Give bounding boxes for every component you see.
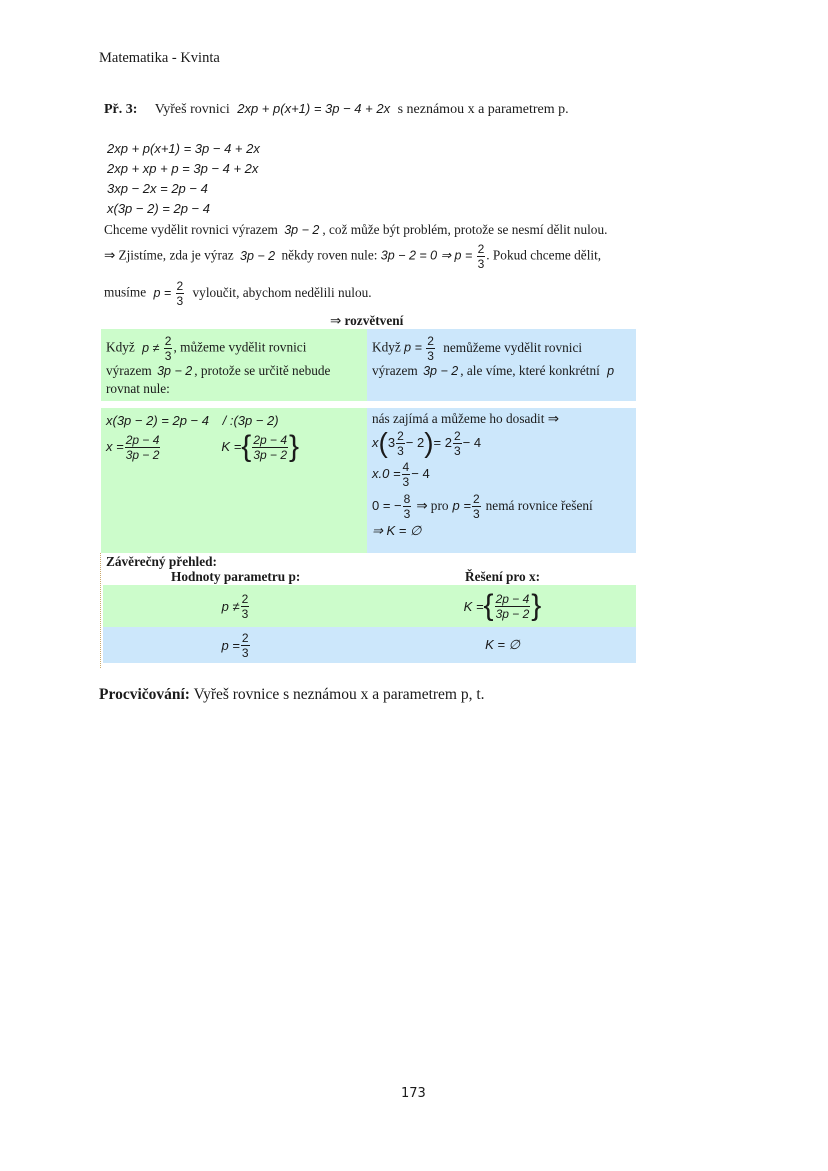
left-brace: {: [241, 430, 252, 463]
right-brace: }: [531, 589, 542, 622]
left-paren: (: [378, 427, 388, 458]
problem-label: Př. 3:: [104, 102, 138, 117]
explanation-line-3: musíme p = $\frac{2}{3}$ vyloučit, abychom nedělili nulou.: [104, 279, 372, 308]
summary-solution-cell: K = ∅: [485, 637, 520, 652]
summary-title: Závěrečný přehled:: [106, 554, 217, 569]
fraction: $\frac{2}{3}$: [164, 334, 172, 363]
fraction: $\frac{2p - 4}{3p - 2}$: [253, 432, 288, 462]
explanation-line-1: Chceme vydělit rovnici výrazem 3p − 2 , což může být problém, protože se nesmí dělit nulou.: [104, 222, 608, 237]
branching-title: ⇒ rozvětvení: [330, 313, 404, 328]
fraction: $\frac{2}{3}$: [241, 591, 249, 621]
margin-marker: [100, 553, 101, 668]
fraction: $\frac{2}{3}$: [176, 279, 184, 308]
practice-text: Vyřeš rovnice s neznámou x a parametrem p, t.: [193, 686, 485, 703]
practice-heading: [99, 686, 485, 704]
right-paren: ): [424, 427, 434, 458]
fraction: $\frac{8}{3}$: [403, 491, 411, 521]
summary-row-2: [103, 627, 636, 663]
fraction: $\frac{2}{3}$: [241, 630, 249, 660]
summary-col1-header: Hodnoty parametru p:: [171, 569, 301, 584]
derivation-line-1: 2xp + p(x+1) = 3p − 4 + 2x: [107, 141, 260, 156]
branch-left-work: x(3p − 2) = 2p − 4 / :(3p − 2) x = $\frac{2p - 4}{3p - 2}$ K = { $\frac{2p - 4}{3p - 2}$ }: [101, 408, 367, 553]
problem-text-before: Vyřeš rovnici: [154, 102, 230, 117]
summary-param-cell: p ≠ $\frac{2}{3}$: [221, 591, 249, 621]
branch-right-intro: Když p = $\frac{2}{3}$ nemůžeme vydělit rovnici výrazem 3p − 2 , ale víme, které konkrétní p: [367, 329, 636, 401]
fraction: $\frac{2}{3}$: [477, 242, 485, 271]
summary-row-1: [103, 585, 636, 627]
derivation-line-2: 2xp + xp + p = 3p − 4 + 2x: [107, 161, 259, 176]
summary-param-cell: p = $\frac{2}{3}$: [221, 630, 249, 660]
branch-right-work: nás zajímá a můžeme ho dosadit ⇒ x ( 3 $\frac{2}{3}$ − 2 ) = 2 $\frac{2}{3}$ − 4 x.0 = $\frac{4}{3}$ − 4 0 = − $\frac{8}{3}$ ⇒ pro p = $\frac{2}{3}$ nemá rovnice řešení ⇒ K = ∅: [367, 408, 636, 553]
problem-equation: 2xp + p(x+1) = 3p − 4 + 2x: [237, 101, 391, 116]
explanation-line-2: ⇒ Zjistíme, zda je výraz 3p − 2 někdy roven nule: 3p − 2 = 0 ⇒ p = $\frac{2}{3}$ . Pokud chceme dělit,: [104, 242, 602, 271]
derivation-line-3: 3xp − 2x = 2p − 4: [107, 181, 208, 196]
fraction: $\frac{2}{3}$: [453, 428, 461, 458]
left-brace: {: [483, 589, 494, 622]
practice-label: Procvičování:: [99, 686, 190, 703]
fraction: $\frac{2}{3}$: [472, 491, 480, 521]
fraction: $\frac{2p - 4}{3p - 2}$: [125, 432, 160, 462]
derivation-line-4: x(3p − 2) = 2p − 4: [107, 201, 210, 216]
fraction: $\frac{2}{3}$: [397, 428, 404, 458]
branch-left-intro: Když p ≠ $\frac{2}{3}$ , můžeme vydělit rovnici výrazem 3p − 2 , protože se určitě nebude rovnat nule:: [101, 329, 367, 401]
problem-statement: [104, 101, 569, 118]
right-brace: }: [289, 430, 300, 463]
page-header-title: Matematika - Kvinta: [99, 50, 220, 66]
implies-arrow: ⇒: [104, 247, 116, 263]
summary-solution-cell: K = { $\frac{2p - 4}{3p - 2}$ }: [463, 589, 542, 622]
problem-text-after: s neznámou x a parametrem p.: [397, 102, 569, 117]
fraction: $\frac{2}{3}$: [427, 334, 434, 363]
fraction: $\frac{2p - 4}{3p - 2}$: [495, 591, 530, 621]
page-number: 173: [401, 1086, 426, 1101]
fraction: $\frac{4}{3}$: [402, 459, 410, 489]
summary-col2-header: Řešení pro x:: [465, 569, 541, 584]
